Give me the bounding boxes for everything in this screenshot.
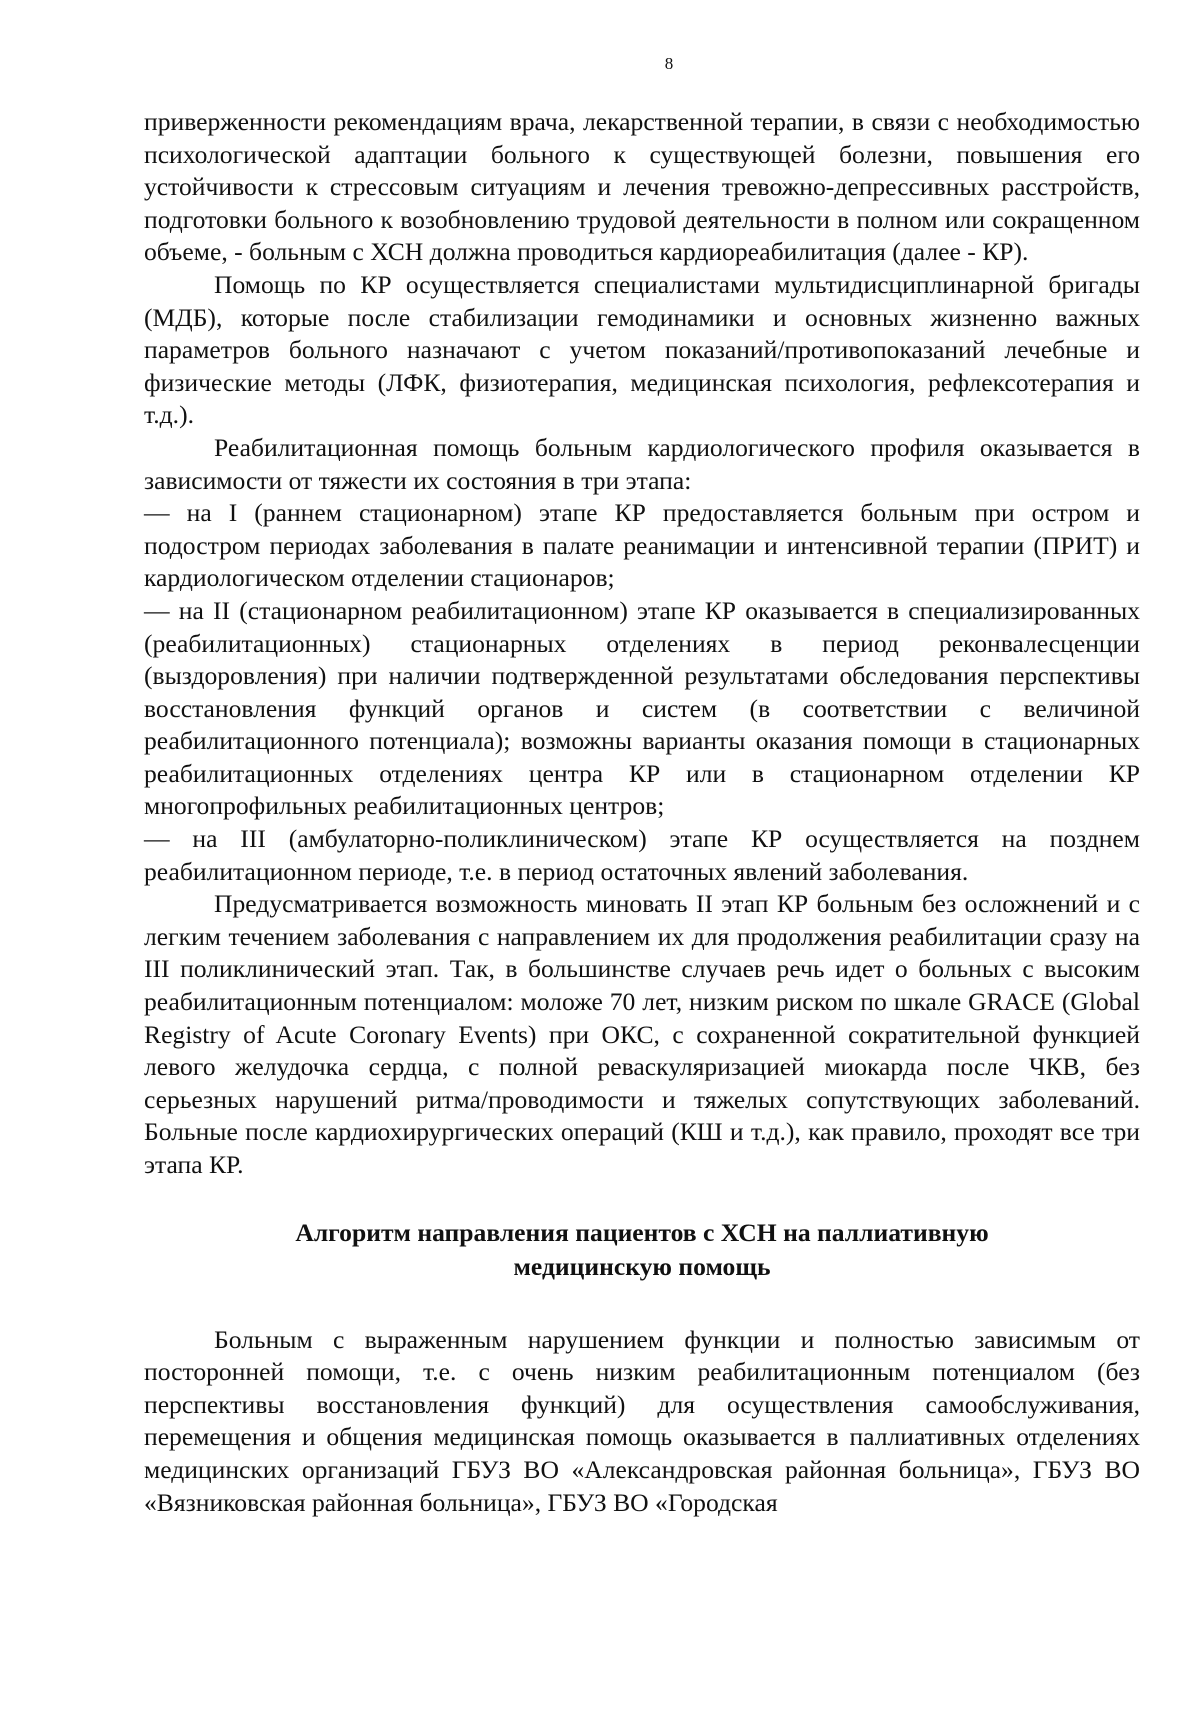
list-item-stage-1: — на I (раннем стационарном) этапе КР предоставляется больным при остром и подостром периодах заболевания в палате реанимации и интенсивной терапии (ПРИТ) и кардиологическом отделении стационаров; (144, 498, 1140, 593)
list-item-stage-3: — на III (амбулаторно-поликлиническом) этапе КР осуществляется на позднем реабилитационном периоде, т.е. в период остаточных явлений заболевания. (144, 824, 1140, 886)
page-number: 8 (664, 54, 674, 73)
paragraph-skip-stage-2: Предусматривается возможность миновать II этап КР больным без осложнений и с легким течением заболевания с направлением их для продолжения реабилитации сразу на III поликлинический этап. Так, в большинстве случаев речь идет о больных с высоким реабилитационным потенциалом: моложе 70 лет, низким риском по шкале GRACE (Global Registry of Acute Coronary Events) при ОКС, с сохраненной сократительной функцией левого желудочка сердца, с полной реваскуляризацией миокарда после ЧКВ, без серьезных нарушений ритма/проводимости и тяжелых сопутствующих заболеваний. Больные после кардиохирургических операций (КШ и т.д.), как правило, проходят все три этапа КР. (144, 889, 1140, 1179)
paragraph-palliative-care: Больным с выраженным нарушением функции и полностью зависимым от посторонней помощи, т.е. с очень низким реабилитационным потенциалом (без перспективы восстановления функций) для осуществления самообслуживания, перемещения и общения медицинская помощь оказывается в паллиативных отделениях медицинских организаций ГБУЗ ВО «Александровская районная больница», ГБУЗ ВО «Вязниковская районная больница», ГБУЗ ВО «Городская (144, 1324, 1140, 1517)
list-item-stage-2: — на II (стационарном реабилитационном) этапе КР оказывается в специализированных (реабилитационных) стационарных отделениях в период реконвалесценции (выздоровления) при наличии подтвержденной результатами обследования перспективы восстановления функций органов и систем (в соответствии с величиной реабилитационного потенциала); возможны варианты оказания помощи в стационарных реабилитационных отделениях центра КР или в стационарном отделении КР многопрофильных реабилитационных центров; (144, 595, 1140, 821)
paragraph-rehab-stages-intro: Реабилитационная помощь больным кардиологического профиля оказывается в зависимости от тяжести их состояния в три этапа: (144, 432, 1140, 495)
section-title-line-1: Алгоритм направления пациентов с ХСН на паллиативную (295, 1217, 989, 1247)
section-title-line-2: медицинскую помощь (513, 1251, 771, 1281)
section-title (144, 1216, 1140, 1284)
paragraph-mdb-help: Помощь по КР осуществляется специалистами мультидисциплинарной бригады (МДБ), которые после стабилизации гемодинамики и основных жизненно важных параметров больного назначают с учетом показаний/противопоказаний лечебные и физические методы (ЛФК, физиотерапия, медицинская психология, рефлексотерапия и т.д.). (144, 269, 1140, 430)
section-body (144, 1324, 1140, 1520)
document-body (144, 106, 1140, 1182)
paragraph-continuation: приверженности рекомендациям врача, лекарственной терапии, в связи с необходимостью психологической адаптации больного к существующей болезни, повышения его устойчивости к стрессовым ситуациям и лечения тревожно-депрессивных расстройств, подготовки больного к возобновлению трудовой деятельности в полном или сокращенном объеме, - больным с ХСН должна проводиться кардиореабилитация (далее - КР). (144, 107, 1140, 267)
